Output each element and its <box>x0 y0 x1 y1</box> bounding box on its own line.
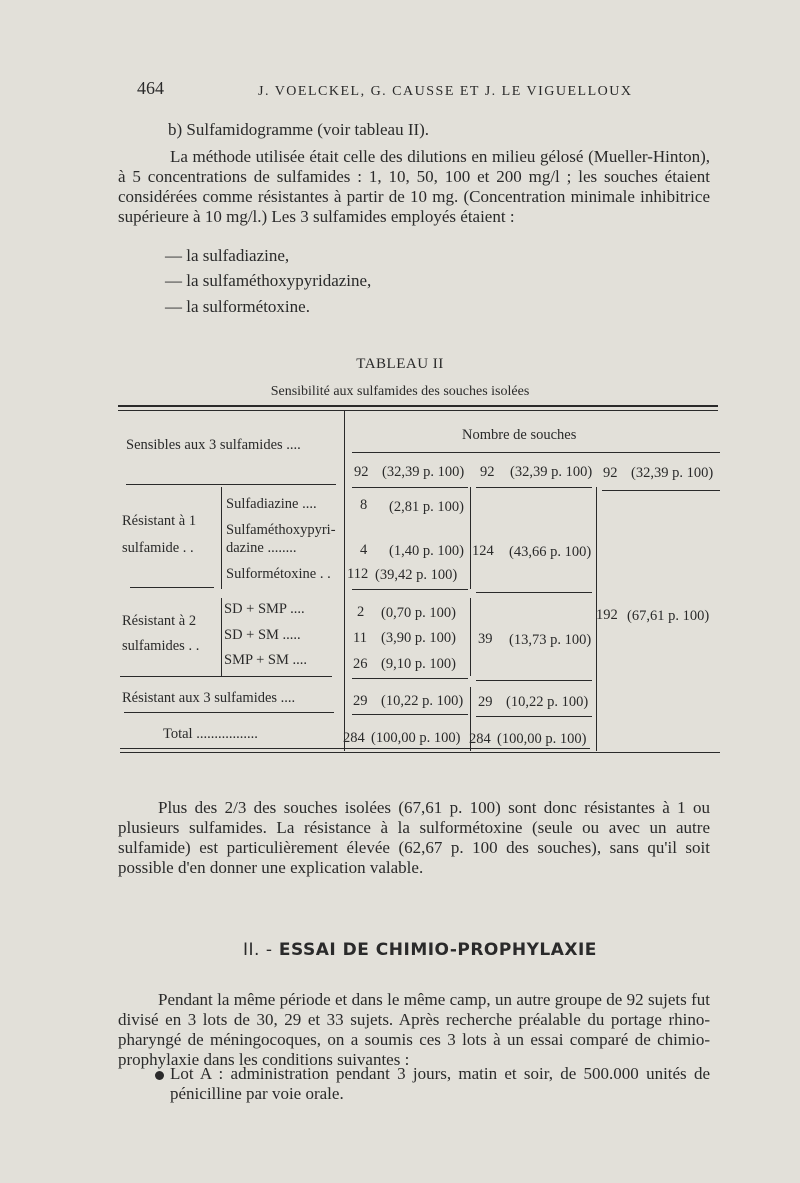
row-rule <box>476 680 592 681</box>
cell-value: 192 <box>596 607 618 623</box>
row-rule <box>476 487 592 488</box>
row-rule <box>352 714 468 715</box>
cell-value: 4 <box>360 542 368 558</box>
table-divider <box>221 598 222 676</box>
cell-percent: (0,70 p. 100) <box>381 605 456 621</box>
row-rule <box>352 678 468 679</box>
row-rule <box>352 589 468 590</box>
row-label: SD + SMP .... <box>224 601 305 617</box>
list-item: — la sulfaméthoxypyridazine, <box>165 271 372 290</box>
table-title: TABLEAU II <box>356 356 444 372</box>
row-rule <box>352 487 468 488</box>
table-bottom-rule <box>120 752 720 753</box>
row-label: SMP + SM .... <box>224 652 307 668</box>
row-rule <box>476 716 592 717</box>
row-rule <box>130 587 214 588</box>
cell-value: 11 <box>353 630 367 646</box>
group-label-res1: Résistant à 1 <box>122 513 197 529</box>
column-header: Nombre de souches <box>462 427 577 443</box>
row-rule <box>602 490 720 491</box>
table-top-rule <box>118 410 718 411</box>
cell-value: 124 <box>472 543 494 559</box>
cell-percent: (10,22 p. 100) <box>381 693 464 709</box>
row-label: Sulfadiazine .... <box>226 496 317 512</box>
cell-value: 92 <box>480 464 495 480</box>
section2-paragraph: Pendant la même période et dans le même camp, un autre groupe de 92 sujets fut divisé en 3 lots de 30, 29 et 33 sujets. Après recherche préalable du portage rhino-pharyngé de méningocoques, on a soumis ces 3 lots à un essai comparé de chimio-prophylaxie dans les conditions suivantes : <box>118 990 710 1069</box>
row-rule <box>476 592 592 593</box>
row-rule <box>120 676 332 677</box>
cell-percent: (39,42 p. 100) <box>375 567 458 583</box>
row-rule <box>124 712 334 713</box>
row-label-res3: Résistant aux 3 sulfamides .... <box>122 690 296 706</box>
cell-value: 26 <box>353 656 368 672</box>
cell-percent: (3,90 p. 100) <box>381 630 456 646</box>
section-title: ESSAI DE CHIMIO-PROPHYLAXIE <box>278 940 597 960</box>
section-heading <box>243 940 597 960</box>
cell-percent: (32,39 p. 100) <box>510 464 593 480</box>
list-item: — la sulfadiazine, <box>165 246 290 265</box>
cell-percent: (32,39 p. 100) <box>631 465 714 481</box>
cell-value: 2 <box>357 604 365 620</box>
row-label-sensibles: Sensibles aux 3 sulfamides .... <box>126 437 301 453</box>
header-rule <box>352 452 720 453</box>
table-divider <box>470 598 471 676</box>
cell-value: 112 <box>347 566 369 582</box>
section-b-paragraph: La méthode utilisée était celle des dilutions en milieu gélosé (Mueller-Hinton), à 5 concentrations de sulfamides : 1, 10, 50, 100 et 200 mg/l ; les souches étaient considérées comme résistantes à partir de 10 mg. (Concentration minimale inhibitrice supérieure à 10 mg/l.) Les 3 sulfamides employés étaient : <box>118 147 710 226</box>
row-label: Sulfaméthoxypyri- <box>226 522 336 538</box>
running-header-authors: J. VOELCKEL, G. CAUSSE ET J. LE VIGUELLOUX <box>258 84 633 99</box>
list-item: — la sulformétoxine. <box>165 297 310 316</box>
section-numeral: II. - <box>243 940 273 960</box>
conclusion-paragraph: Plus des 2/3 des souches isolées (67,61 p. 100) sont donc résistantes à 1 ou plusieurs sulfamides. La résistance à la sulformétoxine (seule ou avec un autre sulfamide) est particulièrement élevée (62,67 p. 100 des souches), sans qu'il soit possible d'en donner une explication valable. <box>118 798 710 877</box>
group-label-res1: sulfamide . . <box>122 540 194 556</box>
table-divider <box>470 487 471 589</box>
cell-value: 284 <box>469 731 491 747</box>
bullet-icon <box>155 1071 164 1080</box>
table-subtitle: Sensibilité aux sulfamides des souches isolées <box>270 384 530 399</box>
cell-value: 29 <box>353 693 368 709</box>
row-label-total: Total ................. <box>163 726 258 742</box>
table-top-rule <box>118 405 718 407</box>
cell-percent: (100,00 p. 100) <box>497 731 587 747</box>
cell-percent: (13,73 p. 100) <box>509 632 592 648</box>
cell-value: 92 <box>603 465 618 481</box>
section-b-heading: b) Sulfamidogramme (voir tableau II). <box>168 120 430 139</box>
cell-value: 39 <box>478 631 493 647</box>
cell-percent: (2,81 p. 100) <box>389 499 464 515</box>
table-bottom-rule <box>120 748 590 749</box>
cell-percent: (32,39 p. 100) <box>382 464 465 480</box>
cell-value: 92 <box>354 464 369 480</box>
row-label: SD + SM ..... <box>224 627 301 643</box>
group-label-res2: Résistant à 2 <box>122 613 197 629</box>
row-rule <box>126 484 336 485</box>
group-label-res2: sulfamides . . <box>122 638 200 654</box>
cell-percent: (100,00 p. 100) <box>371 730 461 746</box>
cell-percent: (10,22 p. 100) <box>506 694 589 710</box>
cell-value: 29 <box>478 694 493 710</box>
lot-a-item: Lot A : administration pendant 3 jours, matin et soir, de 500.000 unités de pénicilline par voie orale. <box>170 1064 710 1103</box>
page-number: 464 <box>137 78 164 98</box>
cell-percent: (67,61 p. 100) <box>627 608 710 624</box>
cell-percent: (43,66 p. 100) <box>509 544 592 560</box>
cell-percent: (1,40 p. 100) <box>389 543 464 559</box>
cell-value: 284 <box>343 730 365 746</box>
row-label: dazine ........ <box>226 540 297 556</box>
row-label: Sulformétoxine . . <box>226 566 331 582</box>
table-divider <box>221 487 222 589</box>
cell-value: 8 <box>360 497 368 513</box>
cell-percent: (9,10 p. 100) <box>381 656 456 672</box>
table-divider <box>344 411 345 751</box>
